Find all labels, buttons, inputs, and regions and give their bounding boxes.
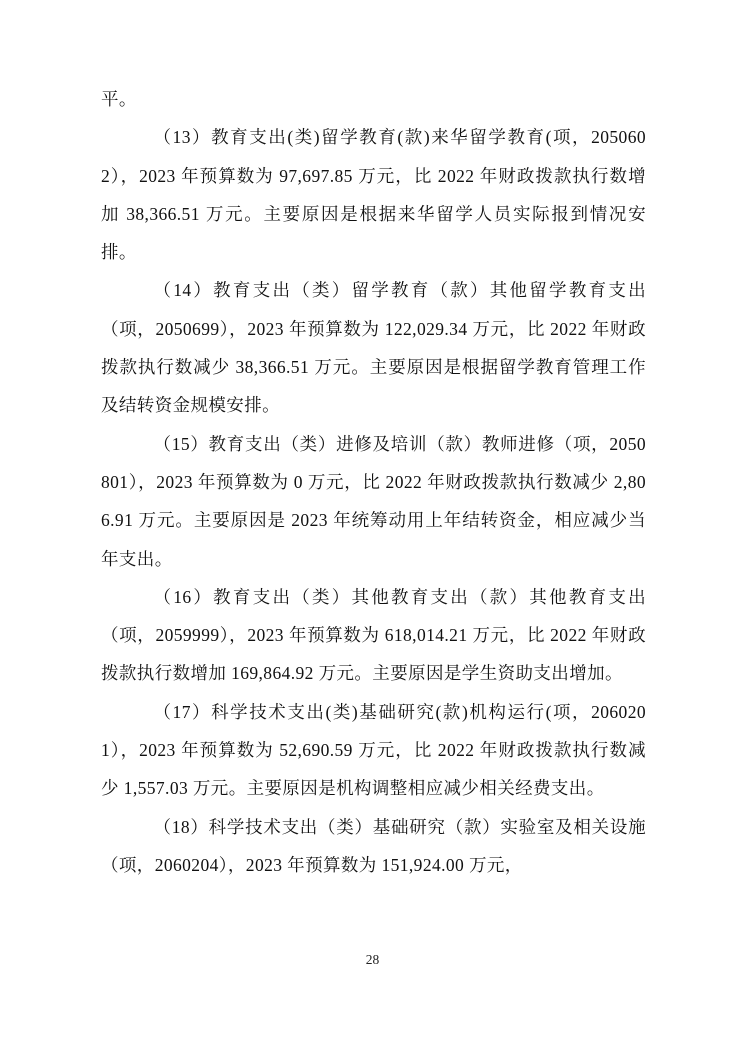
paragraph-item-17: （17）科学技术支出(类)基础研究(款)机构运行(项，2060201），2023 年预算数为 52,690.59 万元，比 2022 年财政拨款执行数减少 1,557.03 万元。主要原因是机构调整相应减少相关经费支出。 [101, 701, 646, 799]
paragraph-item-14: （14）教育支出（类）留学教育（款）其他留学教育支出（项，2050699），2023 年预算数为 122,029.34 万元，比 2022 年财政拨款执行数减少 38,366.51 万元。主要原因是根据留学教育管理工作及结转资金规模安排。 [101, 280, 646, 416]
paragraph-item-16: （16）教育支出（类）其他教育支出（款）其他教育支出（项，2059999），2023 年预算数为 618,014.21 万元，比 2022 年财政拨款执行数增加 169,864.92 万元。主要原因是学生资助支出增加。 [101, 586, 646, 684]
paragraph-item-18: （18）科学技术支出（类）基础研究（款）实验室及相关设施（项，2060204），2023 年预算数为 151,924.00 万元， [101, 816, 646, 875]
paragraph-item-15: （15）教育支出（类）进修及培训（款）教师进修（项，2050801），2023 年预算数为 0 万元，比 2022 年财政拨款执行数减少 2,806.91 万元。主要原因是 2023 年统筹动用上年结转资金，相应减少当年支出。 [101, 433, 646, 569]
paragraph-item-13: （13）教育支出(类)留学教育(款)来华留学教育(项，2050602），2023 年预算数为 97,697.85 万元，比 2022 年财政拨款执行数增加 38,366.51 万元。主要原因是根据来华留学人员实际报到情况安排。 [101, 127, 646, 263]
page-number: 28 [365, 952, 380, 967]
document-body [101, 80, 646, 884]
paragraph-continuation: 平。 [101, 89, 137, 109]
